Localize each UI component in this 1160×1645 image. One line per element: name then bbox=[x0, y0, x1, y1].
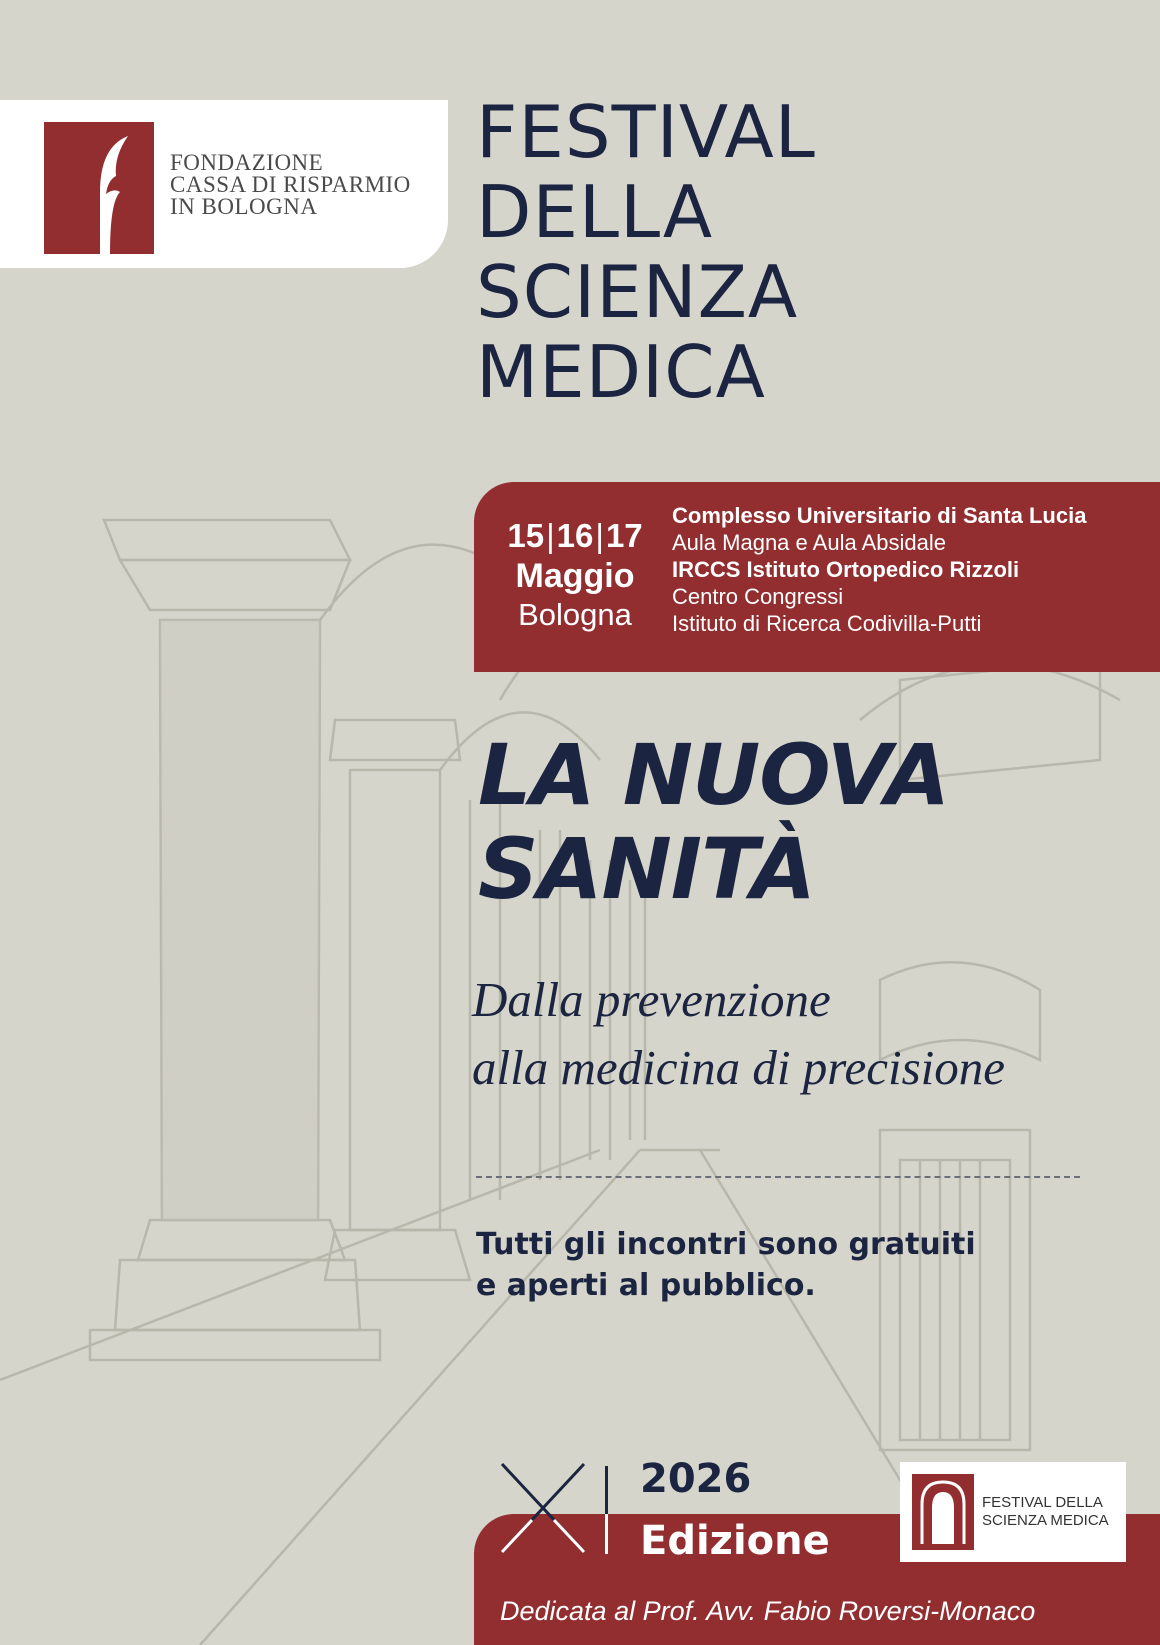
dedication: Dedicata al Prof. Avv. Fabio Roversi-Monaco bbox=[500, 1596, 1036, 1626]
edition-roman-numeral bbox=[500, 1460, 590, 1556]
venue-list bbox=[672, 502, 1086, 637]
free-entry-notice bbox=[476, 1224, 976, 1306]
date-month: Maggio bbox=[515, 557, 635, 595]
event-info-box bbox=[474, 482, 1160, 672]
festival-title-line: SCIENZA bbox=[476, 250, 799, 334]
date-day: 16 bbox=[556, 517, 594, 554]
festival-logo-card bbox=[900, 1462, 1126, 1562]
headline-line: LA NUOVA bbox=[478, 726, 950, 824]
foundation-logo-icon bbox=[44, 122, 154, 254]
date-day: 15 bbox=[507, 517, 545, 554]
date-days: 15|16|17 bbox=[507, 517, 643, 554]
festival-logo-text bbox=[982, 1494, 1109, 1530]
festival-arch-logo-icon bbox=[912, 1474, 974, 1550]
festival-logo-line: SCIENZA MEDICA bbox=[982, 1512, 1109, 1529]
event-dates bbox=[500, 516, 650, 634]
subheadline bbox=[472, 966, 1005, 1102]
headline-line: SANITÀ bbox=[478, 820, 815, 918]
festival-title-line: DELLA bbox=[476, 170, 714, 254]
edition-divider-lower bbox=[605, 1514, 608, 1554]
venue-name: IRCCS Istituto Ortopedico Rizzoli bbox=[672, 557, 1020, 582]
notice-line: Tutti gli incontri sono gratuiti bbox=[476, 1227, 976, 1262]
festival-logo-line: FESTIVAL DELLA bbox=[982, 1494, 1103, 1511]
foundation-name-line: CASSA DI RISPARMIO bbox=[170, 172, 411, 197]
date-day: 17 bbox=[605, 517, 643, 554]
event-city: Bologna bbox=[518, 597, 632, 632]
foundation-name bbox=[170, 152, 411, 218]
venue-detail: Centro Congressi bbox=[672, 584, 844, 609]
foundation-logo-card bbox=[0, 100, 448, 268]
foundation-name-line: IN BOLOGNA bbox=[170, 194, 318, 219]
festival-title bbox=[476, 92, 816, 412]
edition-label: Edizione bbox=[640, 1518, 830, 1564]
edition-year: 2026 bbox=[640, 1456, 752, 1502]
festival-title-line: MEDICA bbox=[476, 330, 766, 414]
notice-line: e aperti al pubblico. bbox=[476, 1268, 816, 1303]
subheadline-line: Dalla prevenzione bbox=[472, 972, 831, 1027]
festival-title-line: FESTIVAL bbox=[476, 90, 816, 174]
dashed-divider bbox=[476, 1176, 1080, 1178]
venue-name: Complesso Universitario di Santa Lucia bbox=[672, 503, 1087, 528]
venue-detail: Aula Magna e Aula Absidale bbox=[672, 530, 946, 555]
subheadline-line: alla medicina di precisione bbox=[472, 1040, 1005, 1095]
main-headline bbox=[478, 728, 949, 916]
venue-detail: Istituto di Ricerca Codivilla-Putti bbox=[672, 611, 982, 636]
foundation-name-line: FONDAZIONE bbox=[170, 150, 324, 175]
